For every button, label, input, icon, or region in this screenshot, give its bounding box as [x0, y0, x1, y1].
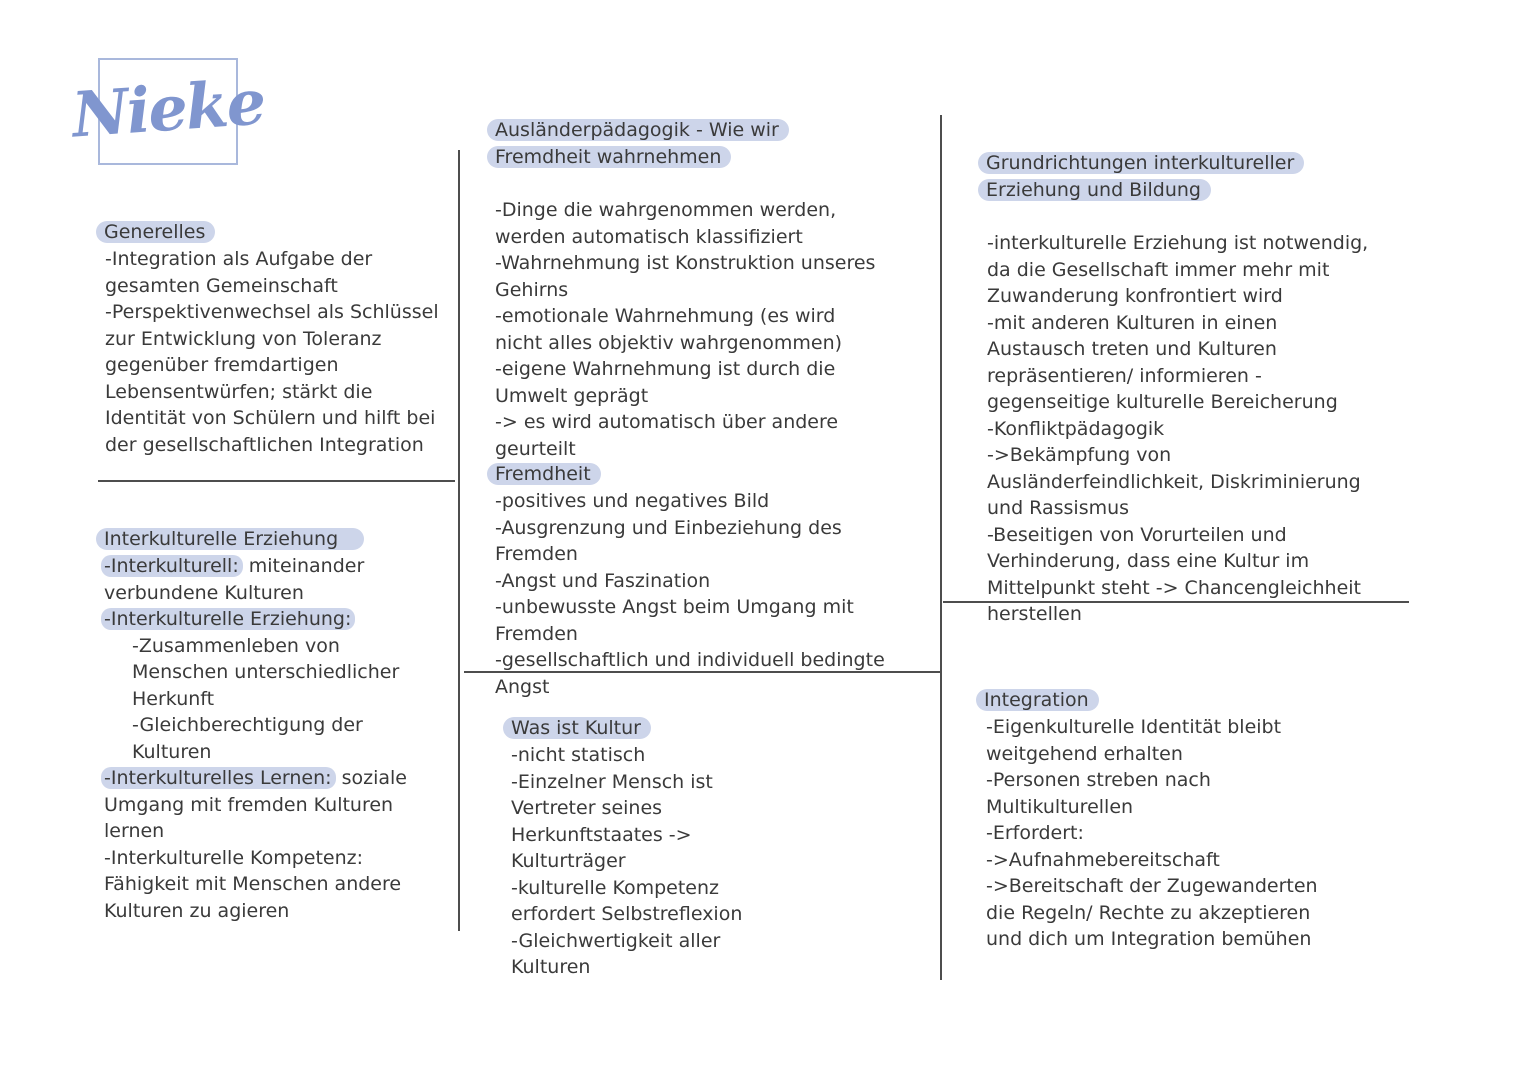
list-item: -Gleichwertigkeit aller Kulturen — [511, 929, 721, 978]
list-item: -Zusammenleben von Menschen unterschiedlicher Herkunft — [132, 634, 400, 710]
heading-was-ist-kultur: Was ist Kultur — [503, 717, 651, 739]
list-item: -nicht statisch — [511, 744, 646, 766]
term-highlight: -Interkulturelles Lernen: — [101, 767, 336, 789]
divider-left-vertical — [458, 150, 460, 931]
list-item: -interkulturelle Erziehung ist notwendig, da die Gesellschaft immer mehr mit Zuwanderung konfrontiert wird — [987, 232, 1369, 307]
list-item: -eigene Wahrnehmung ist durch die Umwelt geprägt — [495, 358, 836, 407]
list-item: ->Bereitschaft der Zugewanderten die Regeln/ Rechte zu akzeptieren und dich um Integration bemühen — [986, 875, 1318, 950]
list-item: -Ausgrenzung und Einbeziehung des Fremden — [495, 516, 842, 565]
list-item: -Interkulturell: miteinander verbundene Kulturen — [104, 553, 441, 606]
title-box — [69, 58, 267, 165]
heading-fremdheit: Fremdheit — [487, 463, 601, 485]
section-grundrichtungen — [978, 150, 1378, 628]
heading-auslaenderpaedagogik: Ausländerpädagogik - Wie wir Fremdheit wahrnehmen — [487, 119, 789, 168]
list-item: ->Aufnahmebereitschaft — [986, 848, 1220, 871]
section-fremdheit — [487, 461, 907, 700]
heading-integration: Integration — [976, 689, 1099, 711]
list-item: -Konfliktpädagogik — [987, 417, 1165, 440]
list-item: -Eigenkulturelle Identität bleibt weitgehend erhalten — [986, 716, 1282, 765]
list-item: -Einzelner Mensch ist Vertreter seines Herkunftstaates -> Kulturträger — [511, 770, 713, 872]
list-item: -Perspektivenwechsel als Schlüssel zur Entwicklung von Toleranz gegenüber fremdartigen Lebensentwürfen; stärkt die Identität von Schülern und hilft bei der gesellschaftlichen Integration — [105, 301, 439, 456]
section-generelles — [96, 219, 441, 458]
heading-interkulturelle-erziehung: Interkulturelle Erziehung — [96, 528, 364, 550]
section-interkulturelle-erziehung — [96, 526, 441, 924]
term-highlight: -Interkulturell: — [101, 555, 243, 577]
list-item: -Dinge die wahrgenommen werden, werden automatisch klassifiziert — [495, 199, 837, 248]
divider-right-vertical — [940, 115, 942, 980]
heading-grundrichtungen: Grundrichtungen interkultureller Erziehung und Bildung — [978, 152, 1304, 201]
page-title: Nieke — [69, 65, 267, 152]
list-item: -Personen streben nach Multikulturellen — [986, 769, 1211, 818]
section-was-ist-kultur — [503, 715, 803, 981]
list-item: -kulturelle Kompetenz erfordert Selbstreflexion — [511, 876, 743, 925]
list-item: -Angst und Faszination — [495, 569, 711, 592]
list-item: -Gleichberechtigung der Kulturen — [132, 714, 363, 763]
list-item: -Interkulturelle Kompetenz: Fähigkeit mit Menschen andere Kulturen zu agieren — [104, 846, 402, 922]
list-item — [104, 606, 441, 633]
list-item: -Erfordert: — [986, 822, 1084, 844]
list-item: -Beseitigen von Vorurteilen und Verhinderung, dass eine Kultur im Mittelpunkt steht -> Chancengleichheit herstellen — [987, 523, 1361, 625]
section-auslaenderpaedagogik — [487, 117, 887, 462]
list-item: -> es wird automatisch über andere geurteilt — [495, 411, 839, 460]
list-item: ->Bekämpfung von Ausländerfeindlichkeit, Diskriminierung und Rassismus — [987, 444, 1361, 519]
list-item: -mit anderen Kulturen in einen Austausch treten und Kulturen repräsentieren/ informieren - gegenseitige kulturelle Bereicherung — [987, 311, 1338, 413]
divider-left-horizontal — [98, 480, 455, 482]
list-item: -Integration als Aufgabe der gesamten Gemeinschaft — [105, 248, 373, 297]
list-item: -emotionale Wahrnehmung (es wird nicht alles objektiv wahrgenommen) — [495, 305, 843, 354]
list-item: -positives und negatives Bild — [495, 490, 770, 512]
section-integration — [976, 687, 1336, 953]
list-item: -Wahrnehmung ist Konstruktion unseres Gehirns — [495, 252, 876, 301]
list-item: -unbewusste Angst beim Umgang mit Fremden — [495, 596, 854, 645]
list-item: -gesellschaftlich und individuell bedingte Angst — [495, 649, 885, 698]
term-highlight: -Interkulturelle Erziehung: — [101, 608, 355, 630]
list-item: -Interkulturelles Lernen: soziale Umgang mit fremden Kulturen lernen — [104, 765, 441, 845]
heading-generelles: Generelles — [96, 221, 215, 243]
